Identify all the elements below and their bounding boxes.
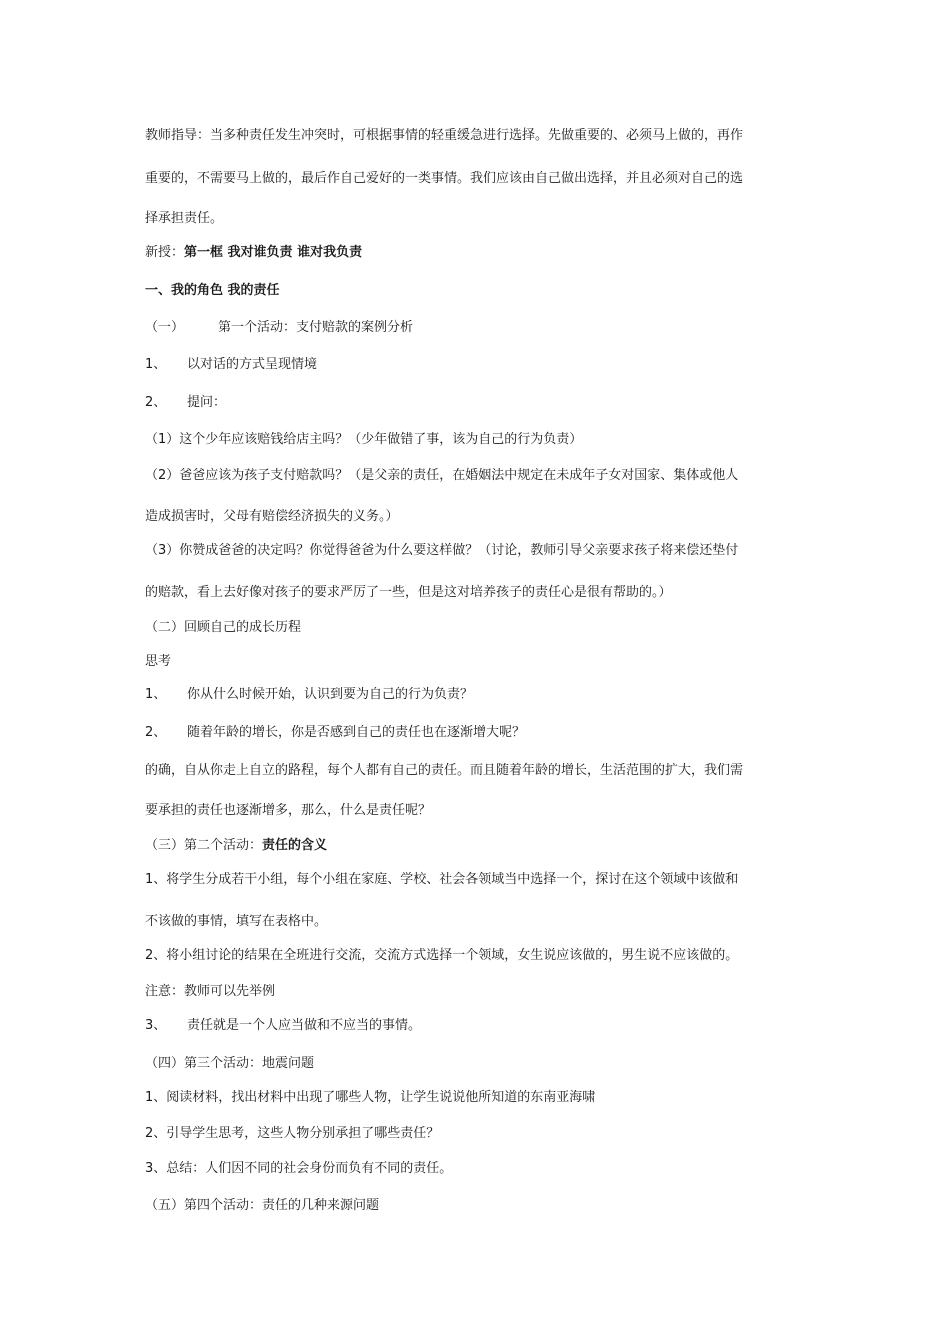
- step-2: 2、将小组讨论的结果在全班进行交流，交流方式选择一个领域，女生说应该做的，男生说不应该做的。: [145, 948, 739, 963]
- list-item-number: 2、: [145, 395, 167, 410]
- list-item-text: 你从什么时候开始，认识到要为自己的行为负责？: [187, 687, 474, 702]
- activity-4-step-1: 1、阅读材料，找出材料中出现了哪些人物，让学生说说他所知道的东南亚海啸: [145, 1090, 596, 1105]
- activity-2-heading: （二）回顾自己的成长历程: [145, 620, 302, 635]
- intro-line-1: 教师指导：当多种责任发生冲突时，可根据事情的轻重缓急进行选择。先做重要的、必须马上做的，再作: [145, 128, 744, 143]
- activity-4-heading: （四）第三个活动：地震问题: [145, 1056, 315, 1071]
- activity-5-heading: （五）第四个活动：责任的几种来源问题: [145, 1198, 380, 1213]
- intro-line-2: 重要的，不需要马上做的，最后作自己爱好的一类事情。我们应该由自己做出选择，并且必须对自己的选: [145, 171, 744, 186]
- question-2-line-2: 造成损害时，父母有赔偿经济损失的义务。）: [145, 509, 399, 524]
- step-1-line-1: 1、将学生分成若干小组，每个小组在家庭、学校、社会各领域当中选择一个，探讨在这个领域中该做和: [145, 872, 739, 887]
- activity-4-step-3: 3、总结：人们因不同的社会身份而负有不同的责任。: [145, 1161, 453, 1176]
- step-1-line-2: 不该做的事情，填写在表格中。: [145, 914, 328, 929]
- list-item-text: 以对话的方式呈现情境: [187, 357, 318, 372]
- list-item: [145, 356, 317, 374]
- activity-3-prefix: （三）第二个活动：: [145, 838, 263, 853]
- question-1: （1）这个少年应该赔钱给店主吗？（少年做错了事，该为自己的行为负责）: [145, 432, 583, 447]
- activity-3-title: 责任的含义: [262, 838, 328, 853]
- activity-4-step-2: 2、引导学生思考，这些人物分别承担了哪些责任？: [145, 1126, 440, 1141]
- new-lesson-prefix: 新授：: [145, 245, 185, 260]
- list-item-text: 提问：: [187, 395, 227, 410]
- paragraph-line-2: 要承担的责任也逐渐增多，那么，什么是责任呢？: [145, 803, 432, 818]
- intro-line-3: 择承担责任。: [145, 211, 224, 226]
- new-lesson-line: [145, 244, 362, 262]
- list-item-number: 1、: [145, 357, 167, 372]
- list-item-number: 3、: [145, 1018, 167, 1033]
- question-3-line-2: 的赔款，看上去好像对孩子的要求严厉了一些，但是这对培养孩子的责任心是很有帮助的。）: [145, 585, 672, 600]
- section-1-heading: 一、我的角色 我的责任: [145, 283, 280, 298]
- list-item-text: 随着年龄的增长，你是否感到自己的责任也在逐渐增大呢？: [187, 725, 526, 740]
- list-item: [145, 686, 473, 704]
- list-item-number: 2、: [145, 725, 167, 740]
- activity-3-heading: [145, 837, 327, 855]
- think-label: 思考: [145, 654, 172, 669]
- list-item: [145, 1017, 421, 1035]
- activity-1-label: （一）: [145, 320, 185, 335]
- list-item-text: 责任就是一个人应当做和不应当的事情。: [187, 1018, 422, 1033]
- new-lesson-title: 第一框 我对谁负责 谁对我负责: [184, 245, 363, 260]
- list-item: [145, 724, 525, 742]
- activity-1-title: 第一个活动：支付赔款的案例分析: [218, 320, 414, 335]
- note: 注意：教师可以先举例: [145, 984, 276, 999]
- list-item-number: 1、: [145, 687, 167, 702]
- question-3-line-1: （3）你赞成爸爸的决定吗？你觉得爸爸为什么要这样做？（讨论，教师引导父亲要求孩子将来偿还垫付: [145, 543, 739, 558]
- activity-1-heading: [145, 319, 413, 337]
- paragraph-line-1: 的确，自从你走上自立的路程，每个人都有自己的责任。而且随着年龄的增长，生活范围的扩大，我们需: [145, 763, 744, 778]
- question-2-line-1: （2）爸爸应该为孩子支付赔款吗？（是父亲的责任，在婚姻法中规定在未成年子女对国家、集体或他人: [145, 468, 739, 483]
- list-item: [145, 394, 226, 412]
